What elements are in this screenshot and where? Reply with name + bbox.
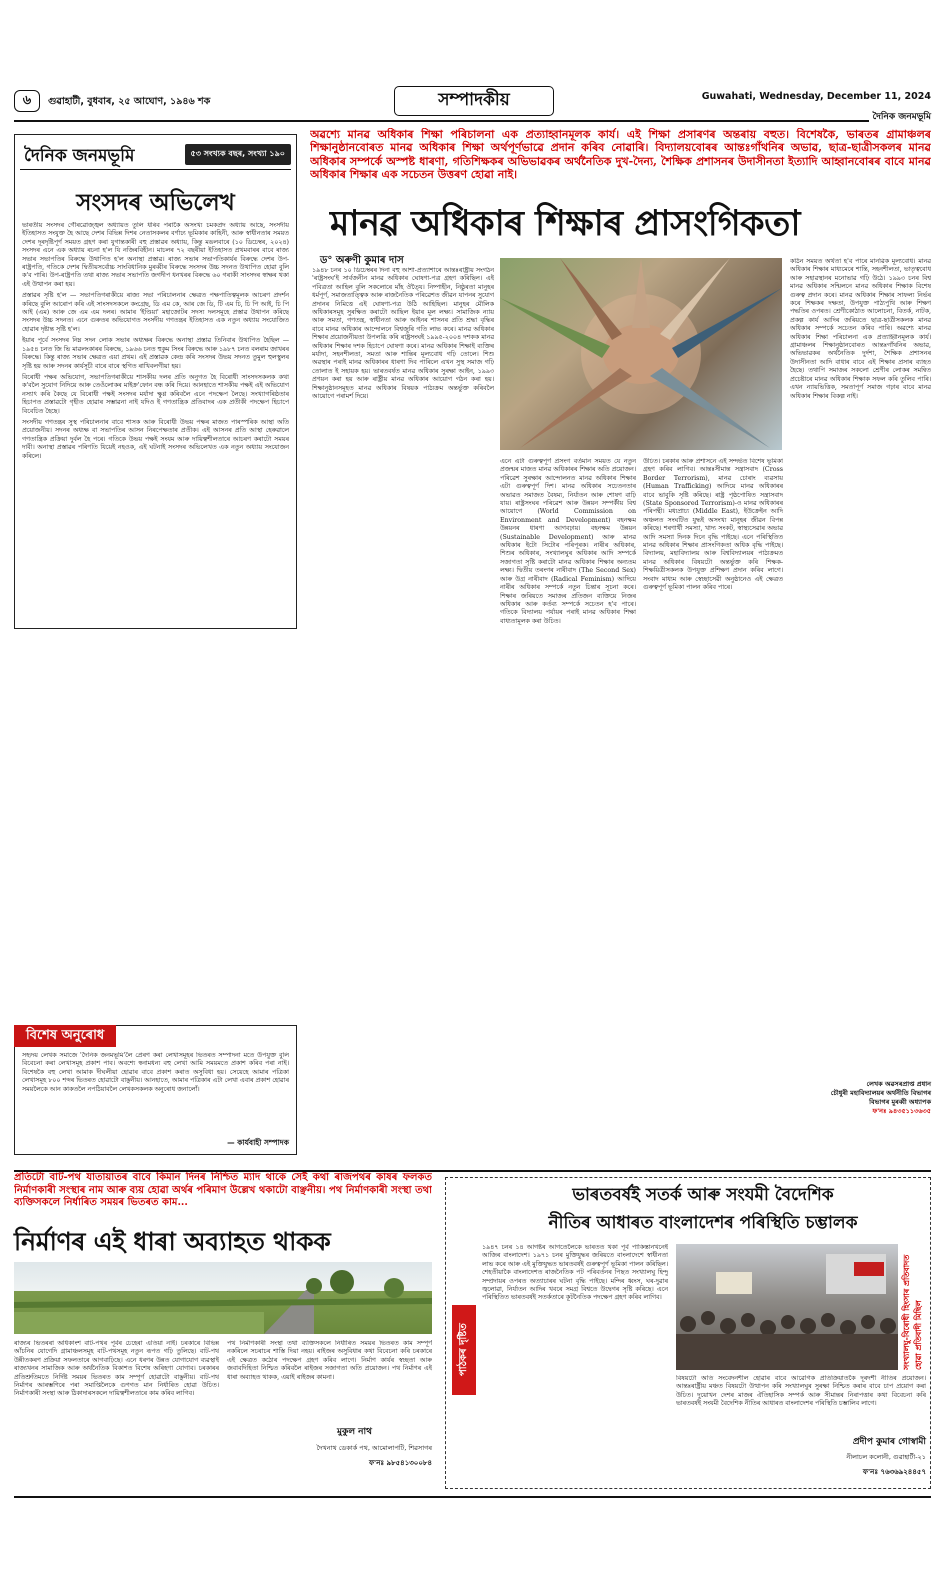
editorial-paragraph: বিৰোধী পক্ষৰ অভিযোগ, সভাপতিগৰাকীয়ে শাসকীয় দলৰ প্ৰতি অনুগত হৈ বিৰোধী সাংসদসকলক কথা ক'বলৈ সুযোগ নিদিয়ে আৰু তেওঁলোকৰ মাইক্ৰ'ফোন বন্ধ কৰি দিয়ে। আনহাতে শাসকীয় পক্ষই এই অভিযোগ নস্যাৎ কৰি কৈছে যে বিৰোধী পক্ষই সংসদৰ মৰ্যাদা ক্ষুণ্ণ কৰিবলৈ এনে পদক্ষেপ লৈছে। সংখ্যাগৰিষ্ঠতাৰ হিচাপত প্ৰস্তাৱটো গৃহীত হোৱাৰ সম্ভাৱনা নাই যদিও ই গণতান্ত্ৰিক প্ৰতিবাদৰ এক প্ৰতীকী পদক্ষেপ হিচাপে বিবেচিত হৈছে। (22, 373, 289, 415)
road-author-phone: ফ'নঃ ৯৮৫৪১৩০০৮৪ (368, 1459, 432, 1467)
article-column-3: উচিত। চৰকাৰ আৰু প্ৰশাসনে এই সন্দৰ্ভত বিশেষ ভূমিকা গ্ৰহণ কৰিব লাগিব। আন্তঃসীমান্ত সন্ত্ৰাসবাদ (Cross Border Terrorism), মানৱ চোৰাং ব্যৱসায় (Human Trafficking) আদিয়ে মানৱ অধিকাৰৰ বাবে ভাবুকি সৃষ্টি কৰিছে। ৰাষ্ট্ৰ পৃষ্ঠপোষিত সন্ত্ৰাসবাদ (State Sponsored Terrorism)-ও মানৱ অধিকাৰৰ পৰিপন্থী। মধ্যপ্ৰাচ্য (Middle East), ইউক্ৰেইন আদি অঞ্চলত সংঘটিত যুদ্ধই অসংখ্য মানুহৰ জীৱন বিপন্ন কৰিছে। শৰণাৰ্থী সমস্যা, খাদ্য সংকট, স্বাস্থ্যসেৱাৰ অভাৱ আদি সমস্যা দিনক দিনে বৃদ্ধি পাইছে। এনে পৰিস্থিতিত মানৱ অধিকাৰ শিক্ষাৰ প্ৰাসংগিকতা অধিক বৃদ্ধি পাইছে। বিদ্যালয়, মহাবিদ্যালয় আৰু বিশ্ববিদ্যালয়ৰ পাঠ্যক্ৰমত মানৱ অধিকাৰ বিষয়টো অন্তৰ্ভুক্ত কৰি শিক্ষক-শিক্ষয়িত্ৰীসকলক উপযুক্ত প্ৰশিক্ষণ প্ৰদান কৰিব লাগে। সংবাদ মাধ্যম আৰু স্বেচ্ছাসেৱী অনুষ্ঠানেও এই ক্ষেত্ৰত গুৰুত্বপূৰ্ণ ভূমিকা পালন কৰিব পাৰে। (643, 458, 783, 592)
hands-illustration (500, 258, 782, 450)
header-paper-name: দৈনিক জনমভূমি (869, 109, 931, 124)
editorial-paragraph: ভাৰতীয় সংসদৰ গৌৰৱোজ্জ্বল অধ্যায়ত তুলি ধৰিব পৰাকৈ অসংখ্য চমকপ্ৰদ অধ্যায় আছে, সংসদীয় ইতিহাসত সংযুক্ত হৈ আছে দেশৰ বিভিন্ন দিশৰ নেতাসকলৰ বৰ্ণাঢ্য ভূমিকাৰ কাহিনী, আৰু স্বাধীনতাৰ সময়ত দেশৰ দূৰদৃষ্টিপূৰ্ণ সময়ত গ্ৰহণ কৰা যুগান্তকাৰী বহু প্ৰস্তাৱৰ অধ্যায়, কিন্তু মঙলবাৰে (১০ ডিচেম্বৰ, ২০২৪) সংসদৰ এনে এক অধ্যায় ৰচনা হ'ল যি নজিৰবিহীন। মাচলৰ ৭২ বছৰীয়া ইতিহাসত প্ৰথমবাৰৰ বাবে ৰাজ্য সভাৰ সভাপতিৰ বিৰুদ্ধে উথাপিত হ'ল অনাস্থা প্ৰস্তাৱ। ৰাজ্য সভাৰ সভাপতিকাৰ্যৰ বিৰুদ্ধে দেশৰ উপ-ৰাষ্ট্ৰপতি, গতিকে দেশৰ দ্বিতীয়সৰ্বোচ্চ সাংবিধানিক মুৰব্বীৰ বিৰুদ্ধে সংসদৰ উচ্চ সদনত উথাপিত হোৱা বুলি ক'ব পাৰি। উপ-ৰাষ্ট্ৰপতি তথা ৰাজ্য সভাৰ সভাপতি জগদীপ ধনখৰৰ বিৰুদ্ধে ৬০ গৰাকী সাংসদৰ স্বাক্ষৰ থকা এই উত্থাপন কৰা হয়। (22, 222, 289, 288)
road-author-address: দৈখনাথ ডেকাৰ্ক পথ, আমোলাপটি, শিৱসাগৰ (316, 1444, 432, 1452)
masthead-name: দৈনিক জনমভূমি (24, 143, 134, 171)
reader-author-address: নীলাচল কলোনী, গুৱাহাটী-২১ (846, 1453, 926, 1461)
article-column-4: কঠিন সময়ত অৰ্থতা হ'ব পাৰে মানৱিক মূল্যবোধ। মানৱ অধিকাৰ শিক্ষাৰ মাধ্যমেৰে শান্তি, সহনশীলতা, ভাতৃত্ববোধ আৰু সহাৱস্থানৰ মনোভাৱ গঢ়ি উঠে। ১৯৯৩ চনৰ বিশ্ব মানৱ অধিকাৰ সন্মিলনে মানৱ অধিকাৰ শিক্ষাক বিশেষ গুৰুত্ব প্ৰদান কৰে। মানৱ অধিকাৰ শিক্ষাৰ সাফল্য নিৰ্ভৰ কৰে শিক্ষকৰ দক্ষতা, উপযুক্ত পাঠ্যপুথি আৰু শিক্ষণ পদ্ধতিৰ ওপৰত। শ্ৰেণীকোঠাত আলোচনা, বিতৰ্ক, নাটক, প্ৰকল্প কাৰ্য আদিৰ জৰিয়তে ছাত্ৰ-ছাত্ৰীসকলক মানৱ অধিকাৰ সম্পৰ্কে সচেতন কৰিব পাৰি। অৱশ্যে মানৱ অধিকাৰ শিক্ষা পৰিচালনা এক প্ৰত্যাহ্বানমূলক কাৰ্য। গ্ৰামাঞ্চলৰ শিক্ষানুষ্ঠানবোৰত আন্তঃগাঁথনিৰ অভাৱ, অভিভাৱকৰ অৰ্থনৈতিক দুৰ্দশা, শৈক্ষিক প্ৰশাসনৰ উদাসীনতা আদি বাধাৰ বাবে এই শিক্ষাৰ প্ৰসাৰ ব্যাহত হৈছে। তথাপি সমাজৰ সকলো শ্ৰেণীৰ লোকৰ সমন্বিত প্ৰচেষ্টাৰে মানৱ অধিকাৰ শিক্ষাক সফল কৰি তুলিব পাৰি। এখন ন্যায়ভিত্তিক, সমতাপূৰ্ণ সমাজ গঢ়াৰ বাবে মানৱ অধিকাৰ শিক্ষাৰ বিকল্প নাই। (790, 258, 931, 400)
editorial-title: সংসদৰ অভিলেখ (76, 189, 235, 216)
article-author-phone: ফ'নঃ ৯৪৩৫১১৩৬৩৫ (872, 1107, 931, 1115)
article-author-block (790, 1080, 931, 1116)
masthead-volume: ৫৩ সংখ্যক বছৰ, সংখ্যা ১৯০ (185, 144, 291, 165)
road-illustration (14, 1262, 432, 1334)
page-number: ৬ (14, 90, 40, 112)
reader-headline-2: নীতিৰ আধাৰত বাংলাদেশৰ পৰিস্থিতি চম্ভালক (548, 1213, 858, 1233)
footer-rule (14, 1496, 931, 1498)
section-title: সম্পাদকীয় (394, 86, 554, 116)
article-headline: মানৱ অধিকাৰ শিক্ষাৰ প্ৰাসংগিকতা (330, 204, 801, 244)
reader-author-phone: ফ'নঃ ৭৬৩৬৯২৪৪৫৭ (862, 1468, 926, 1476)
article-lead: অৱশ্যে মানৱ অধিকাৰ শিক্ষা পৰিচালনা এক প্ৰত্যাহ্বানমূলক কাৰ্য। এই শিক্ষা প্ৰসাৰণৰ অন্তৰায় বহুত। বিশেষকৈ, ভাৰতৰ গ্ৰামাঞ্চলৰ শিক্ষানুষ্ঠানবোৰত মানৱ অধিকাৰ শিক্ষা অৰ্থপূৰ্ণভাৱে প্ৰদান কৰিব নোৱাৰি। বিদ্যালয়বোৰৰ আন্তঃগাঁথনিৰ অভাৱ, ছাত্ৰ-ছাত্ৰীসকলৰ মানৱ অধিকাৰ সম্পৰ্কে অস্পষ্ট ধাৰণা, গতিশিক্ষকৰ অভিভাৱকৰ অৰ্থনৈতিক দুখ-দৈন্য, শৈক্ষিক প্ৰশাসনৰ উদাসীনতা ইত্যাদি আহ্বানবোৰৰ বাবে মানৱ অধিকাৰ শিক্ষাৰ এক সচেতন উত্তৰণ হোৱা নাই। (310, 128, 931, 182)
road-column-2: পথ নিৰ্মাণকাৰী সংস্থা তথা ব্যক্তিসকলে নিৰ্ধাৰিত সময়ৰ ভিতৰত কাম সম্পূৰ্ণ নকৰিলে সচৰাচৰ শাস্তি দিয়া নহয়। ৰাইজৰ অসুবিধাৰ কথা বিবেচনা কৰি চৰকাৰে এই ক্ষেত্ৰত কঠোৰ পদক্ষেপ গ্ৰহণ কৰিব লাগে। নিৰ্মাণ কাৰ্যৰ স্বচ্ছতা আৰু জবাবদিহিতা নিশ্চিত কৰিবলৈ ৰাইজৰ সজাগতা অতি প্ৰয়োজন। পথ নিৰ্মাণৰ এই ধাৰা অব্যাহত থাকক, এয়াই ৰাইজৰ কামনা। (227, 1340, 432, 1381)
editorial-body (22, 222, 289, 624)
article-column-2: এনে এটা গুৰুত্বপূৰ্ণ প্ৰসংগ বৰ্তমান সময়ত যে নতুন প্ৰজন্মৰ মাজত মানৱ অধিকাৰৰ শিক্ষাৰ অতি প্ৰয়োজন। পৰিৱেশ সুৰক্ষাৰ আন্দোলনত মানৱ অধিকাৰ শিক্ষাৰ এটা গুৰুত্বপূৰ্ণ দিশ। মানৱ অধিকাৰ সচেতনতাৰ অভাৱত সমাজত বৈষম্য, নিৰ্যাতন আৰু শোষণ বাঢ়ি যায়। ৰাষ্ট্ৰসংঘৰ পৰিৱেশ আৰু উন্নয়ন সম্পৰ্কীয় বিশ্ব আয়োগে (World Commission on Environment and Development) বহনক্ষম উন্নয়নৰ ধাৰণা আগবঢ়ায়। বহনক্ষম উন্নয়ন (Sustainable Development) আৰু মানৱ অধিকাৰ ইটো সিটোৰ পৰিপূৰক। নাৰীৰ অধিকাৰ, শিশুৰ অধিকাৰ, সংখ্যালঘুৰ অধিকাৰ আদি সম্পৰ্কে সজাগতা সৃষ্টি কৰাটো মানৱ অধিকাৰ শিক্ষাৰ অন্যতম লক্ষ্য। দ্বিতীয় তৰংগৰ নাৰীবাদ (The Second Sex) আৰু উগ্ৰ নাৰীবাদ (Radical Feminism) আদিয়ে নাৰীৰ অধিকাৰ সম্পৰ্কে নতুন চিন্তাৰ সূচনা কৰে। শিক্ষাৰ জৰিয়তে সমাজৰ প্ৰতিজন ব্যক্তিয়ে নিজৰ অধিকাৰ আৰু কৰ্তব্য সম্পৰ্কে সচেতন হ'ব পাৰে। গতিকে বিদ্যালয় পৰ্যায়ৰ পৰাই মানৱ অধিকাৰ শিক্ষা বাধ্যতামূলক কৰা উচিত। (500, 458, 636, 625)
masthead (20, 140, 291, 168)
notice-signature: — কাৰ্যবাহী সম্পাদক (227, 1138, 289, 1147)
article-author-dept: বিভাগৰ মুৰব্বী অধ্যাপক (869, 1098, 931, 1106)
reader-body-2: বিষয়টো অতি সংবেদনশীল হোৱাৰ বাবে আৱেগিক প্ৰতিক্ৰিয়াতকৈ দূৰদৰ্শী নীতিৰ প্ৰয়োজন। আন্তঃৰাষ্ট্ৰীয় মঞ্চত বিষয়টো উত্থাপন কৰি সংখ্যালঘুৰ সুৰক্ষা নিশ্চিত কৰাৰ বাবে চাপ প্ৰয়োগ কৰা উচিত। দুয়োখন দেশৰ মাজৰ ঐতিহাসিক সম্পৰ্ক আৰু সীমান্তৰ নিৰাপত্তাৰ কথা বিবেচনা কৰি ভাৰতবৰ্ষই সংযমী বৈদেশিক নীতিৰ আধাৰত বাংলাদেশৰ পৰিস্থিতি চম্ভালিব লাগে। (676, 1375, 926, 1408)
article-byline: ড° অৰুণী কুমাৰ দাস (320, 255, 404, 266)
notice-title: বিশেষ অনুৰোধ (14, 1025, 116, 1047)
reader-body: ১৯৪৭ চনৰ ১৪ আগষ্টৰ আগতেলৈকে ভাৰতত থকা পূৰ্ব পাকিস্তানখনেই আজিৰ বাংলাদেশ। ১৯৭১ চনৰ মুক্তিযুদ্ধৰ জৰিয়তে বাংলাদেশে স্বাধীনতা লাভ কৰে আৰু এই মুক্তিযুদ্ধত ভাৰতবৰ্ষই গুৰুত্বপূৰ্ণ ভূমিকা পালন কৰিছিল। শেহতীয়াকৈ বাংলাদেশত ৰাজনৈতিক পট পৰিবৰ্তনৰ পিছত সংখ্যালঘু হিন্দু সম্প্ৰদায়ৰ ওপৰত অত্যাচাৰৰ ঘটনা বৃদ্ধি পাইছে। মন্দিৰ ধ্বংস, ঘৰ-দুৱাৰ জ্বলোৱা, নিৰ্যাতন আদিৰ খবৰে সমগ্ৰ বিশ্বতে উদ্বেগৰ সৃষ্টি কৰিছে। এনে পৰিস্থিতিত ভাৰতবৰ্ষই সতৰ্কতাৰে কূটনৈতিক পদক্ষেপ গ্ৰহণ কৰিব লাগিব। (482, 1244, 668, 1302)
editorial-paragraph: সংসদীয় গণতন্ত্ৰৰ সুস্থ পৰিচালনাৰ বাবে শাসক আৰু বিৰোধী উভয় পক্ষৰ মাজত পাৰস্পৰিক আস্থা অতি প্ৰয়োজনীয়। সদনৰ অধ্যক্ষ বা সভাপতিৰ আসন নিৰপেক্ষতাৰ প্ৰতীক। এই আসনৰ প্ৰতি আস্থা হেৰুৱালে গণতান্ত্ৰিক প্ৰক্ৰিয়া দুৰ্বল হৈ পৰে। গতিকে উভয় পক্ষই সংযম আৰু দায়িত্বশীলতাৰে আচৰণ কৰাটো সময়ৰ দাবী। অনাস্থা প্ৰস্তাৱৰ পৰিণতি যিয়েই নহওক, এই ঘটনাই সংসদৰ অভিলেখত এক নতুন অধ্যায় সংযোজন কৰিলে। (22, 418, 289, 460)
editorial-paragraph: ইয়াৰ পূৰ্বে সংসদৰ নিম্ন সদন লোক সভাৰ অধ্যক্ষৰ বিৰুদ্ধে অনাস্থা প্ৰস্তাৱ তিনিবাৰ উথাপিত হৈছিল — ১৯৫৪ চনত জি ভি মাৱলংকাৰৰ বিৰুদ্ধে, ১৯৬৬ চনত হুকুম সিংৰ বিৰুদ্ধে আৰু ১৯৮৭ চনত বলৰাম জাখৰৰ বিৰুদ্ধে। কিন্তু ৰাজ্য সভাৰ ক্ষেত্ৰত এয়া প্ৰথম। এই প্ৰস্তাৱক কেন্দ্ৰ কৰি সংসদৰ উভয় সদনত তুমুল হুলস্থুলৰ সৃষ্টি হয় আৰু সদনৰ কাৰ্যসূচী বাৰে বাৰে স্থগিত ৰাখিবলগীয়া হয়। (22, 337, 289, 370)
reader-headline-1: ভাৰতবৰ্ষই সতৰ্ক আৰু সংযমী বৈদেশিক (572, 1185, 834, 1205)
road-column-1: ৰাজ্যৰ ভিতৰৰা অধিকাংশ বাট-পথৰ পূৰ্বৰ চেহেৰা এতিয়া নাই। চৰকাৰে বিভিন্ন আঁচনিৰ যোগেদি গ্ৰামাঞ্চলসমূহ বাট-পথসমূহ নতুন ৰূপত গঢ়ি তুলিছে। বাট-পথ উন্নীতকৰণ প্ৰক্ৰিয়া সফলতাৰে আগবাঢ়িছে। এনে ধৰণৰ উন্নত যোগাযোগ ব্যৱস্থাই ৰাজ্যখনৰ সামাজিক আৰু অৰ্থনৈতিক বিকাশত বিশেষ অৰিহণা যোগাব। চৰকাৰৰ প্ৰতিশ্ৰুতিমতে নিৰ্দিষ্ট সময়ৰ ভিতৰত কাম সম্পূৰ্ণ হোৱাটো বাঞ্ছনীয়। বাট-পথ নিৰ্মাণৰ আৰম্ভণিৰে পৰা সমাপ্তিলৈকে গুণগত মান নিৰ্ধাৰিত হোৱা উচিত। নিৰ্মাণকাৰী সংস্থা আৰু ঠিকাদাৰসকলে দায়িত্বশীলতাৰে কাম কৰিব লাগিব। (14, 1340, 219, 1398)
crowd-illustration (676, 1244, 898, 1370)
road-author-name: মুকুল নাথ (337, 1427, 372, 1437)
masthead-rule (20, 169, 291, 170)
hands-together-photo (500, 258, 782, 450)
road-author-block (227, 1424, 432, 1469)
reader-label: পাঠকৰ দৃষ্টিত (452, 1305, 476, 1395)
reader-author-block (676, 1434, 926, 1478)
dateline-right: Guwahati, Wednesday, December 11, 2024 (701, 91, 931, 102)
header-rule (14, 120, 931, 122)
road-headline: নিৰ্মাণৰ এই ধাৰা অব্যাহত থাকক (14, 1227, 331, 1256)
road-lead: প্ৰতিটো বাট-পথ যাতায়াতৰ বাবে কিমান দিনৰ নিশ্চিত ম্যাদ থাকে সেই কথা ৰাজপথৰ কাষৰ ফলকত নিৰ্মাণকাৰী সংস্থাৰ নাম আৰু ব্যয় হোৱা অৰ্থৰ পৰিমাণ উল্লেখ থকাটো বাঞ্ছনীয়। পথ নিৰ্মাণকাৰী সংস্থা তথা ব্যক্তিসকলে নিৰ্ধাৰিত সময়ৰ ভিতৰত কাম... (14, 1172, 432, 1209)
reader-author-name: প্ৰদীপ কুমাৰ গোস্বামী (852, 1437, 926, 1447)
article-column-1: ১৯৪৮ চনৰ ১০ ডিচেম্বৰৰ দিনা বহু আশা-প্ৰত্যাশাৰে আন্তঃৰাষ্ট্ৰীয় সংগঠন 'ৰাষ্ট্ৰসংঘ'ই সাৰ্বজনীন মানৱ অধিকাৰ ঘোষণা-পত্ৰ গ্ৰহণ কৰিছিল। এই পবিত্ৰতা আহিল বুলি সকলোৰে মাঁহ ঔতৈ্য। নিষ্পাহীন, নিষ্ঠুৰতা মানুহৰ ধৰ্মপূৰ্ণ, সমাজতাত্ত্বিক আৰু ৰাজনৈতিক পৰিৱেশত জীৱন যাপনৰ সুযোগ প্ৰদানৰ নিমিত্তে এই ঘোষণা-পত্ৰ উঠি আহিছিল। মানুহৰ মৌলিক অধিকাৰসমূহ সুৰক্ষিত কৰাটো আছিল ইয়াৰ মূল লক্ষ্য। সামাজিক ন্যায় আৰু সমতা, গণতন্ত্ৰ, স্বাধীনতা আৰু আইনৰ শাসনৰ প্ৰতি শ্ৰদ্ধা বৃদ্ধিৰ বাবে মানৱ অধিকাৰ আন্দোলনে বিশ্বজুৰি গতি লাভ কৰে। মানৱ অধিকাৰ শিক্ষাৰ প্ৰয়োজনীয়তা উপলব্ধি কৰি ৰাষ্ট্ৰসংঘই ১৯৯৫-২০০৪ দশকক মানৱ অধিকাৰ শিক্ষাৰ দশক হিচাপে ঘোষণা কৰে। মানৱ অধিকাৰ শিক্ষাই ব্যক্তিৰ মৰ্যাদা, সহনশীলতা, সমতা আৰু শান্তিৰ মূল্যবোধ গঢ়ি তোলে। শিশু অৱস্থাৰ পৰাই মানৱ অধিকাৰৰ ধাৰণা দিব পাৰিলে এখন সুস্থ সমাজ গঢ়ি তোলাত ই সহায়ক হয়। ভাৰতবৰ্ষত মানৱ অধিকাৰ সুৰক্ষা আইন, ১৯৯৩ প্ৰণয়ন কৰা হয় আৰু ৰাষ্ট্ৰীয় মানৱ অধিকাৰ আয়োগ গঠন কৰা হয়। শিক্ষানুষ্ঠানসমূহত মানৱ অধিকাৰ বিষয়ক পাঠ্যক্ৰম অন্তৰ্ভুক্ত কৰিবলৈ আয়োগে পৰামৰ্শ দিয়ে। (312, 267, 494, 401)
dateline-left: গুৱাহাটী, বুধবাৰ, ২৫ আঘোণ, ১৯৪৬ শক (48, 96, 211, 107)
article-author-title: লেখক অৱসৰপ্ৰাপ্ত প্ৰধান (866, 1080, 931, 1088)
protest-photo (676, 1244, 898, 1370)
protest-photo-caption: সংখ্যালঘু-বিৰোধী হিংসাৰ প্ৰতিবাদত হোৱা প্ৰতিবাদী মিছিল (901, 1254, 923, 1370)
editorial-paragraph: প্ৰস্তাৱৰ সৃষ্টি হ'ল — সভাপতিগৰাকীয়ে ৰাজ্য সভা পৰিচালনাৰ ক্ষেত্ৰত পক্ষপাতিত্বমূলক আচৰণ প্ৰদৰ্শন কৰিছে বুলি আৰোপ কৰি এই সাংসদসকলে কংগ্ৰেছ, ডি এম কে, আৰ জে ডি, টি এম চি, চি পি আই, চি পি আই (এম) আৰু জে এম এম দলৰ। আমাৰ 'ইণ্ডিয়া' মহাজোটৰ সদস্য দলসমূহে প্ৰস্তাৱ উথাপন কৰিছে সংসদৰ উচ্চ সদনত। এনে গুৰুতৰ অভিযোগত সংসদীয় গণতন্ত্ৰৰ ইতিহাসত এক নতুন অধ্যায় সংযোজিত হোৱাৰ দৃষ্টান্ত সৃষ্টি হ'ল। (22, 292, 289, 333)
notice-text: সহৃদয় লেখক সমাজে 'দৈনিক জনমভূমি'লৈ প্ৰেৰণ কৰা লেখাসমূহৰ ভিতৰত সম্পাদনা মতে উপযুক্ত বুলি বিবেচনা কৰা লেখাসমূহ প্ৰকাশ পাব। অবশ্যে স্বনামধন্য বহু লেখা আমি সময়মতে প্ৰকাশ কৰিব পৰা নাই। বিশেষকৈ বহু লেখা আমাক দীঘলীয়া হোৱাৰ বাবে প্ৰকাশ কৰাত অসুবিধা হয়। সেয়েহে আমাৰ পত্ৰিকা লেখাসমূহ ৮০০ শব্দৰ ভিতৰত হোৱাটো বাঞ্ছনীয়। আনহাতে, আমাৰ পত্ৰিকাৰ এটা লেখা এবাৰ প্ৰকাশ হোৱাৰ সময়লৈকে আন কাকতলৈ নপঠিয়াবলৈ লেখকসকলক অনুৰোধ জনালোঁ। (22, 1052, 289, 1093)
road-photo (14, 1262, 432, 1334)
article-author-college: চৌধুৰী মহাবিদ্যালয়ৰ অৰ্থনীতি বিভাগৰ (830, 1089, 931, 1097)
